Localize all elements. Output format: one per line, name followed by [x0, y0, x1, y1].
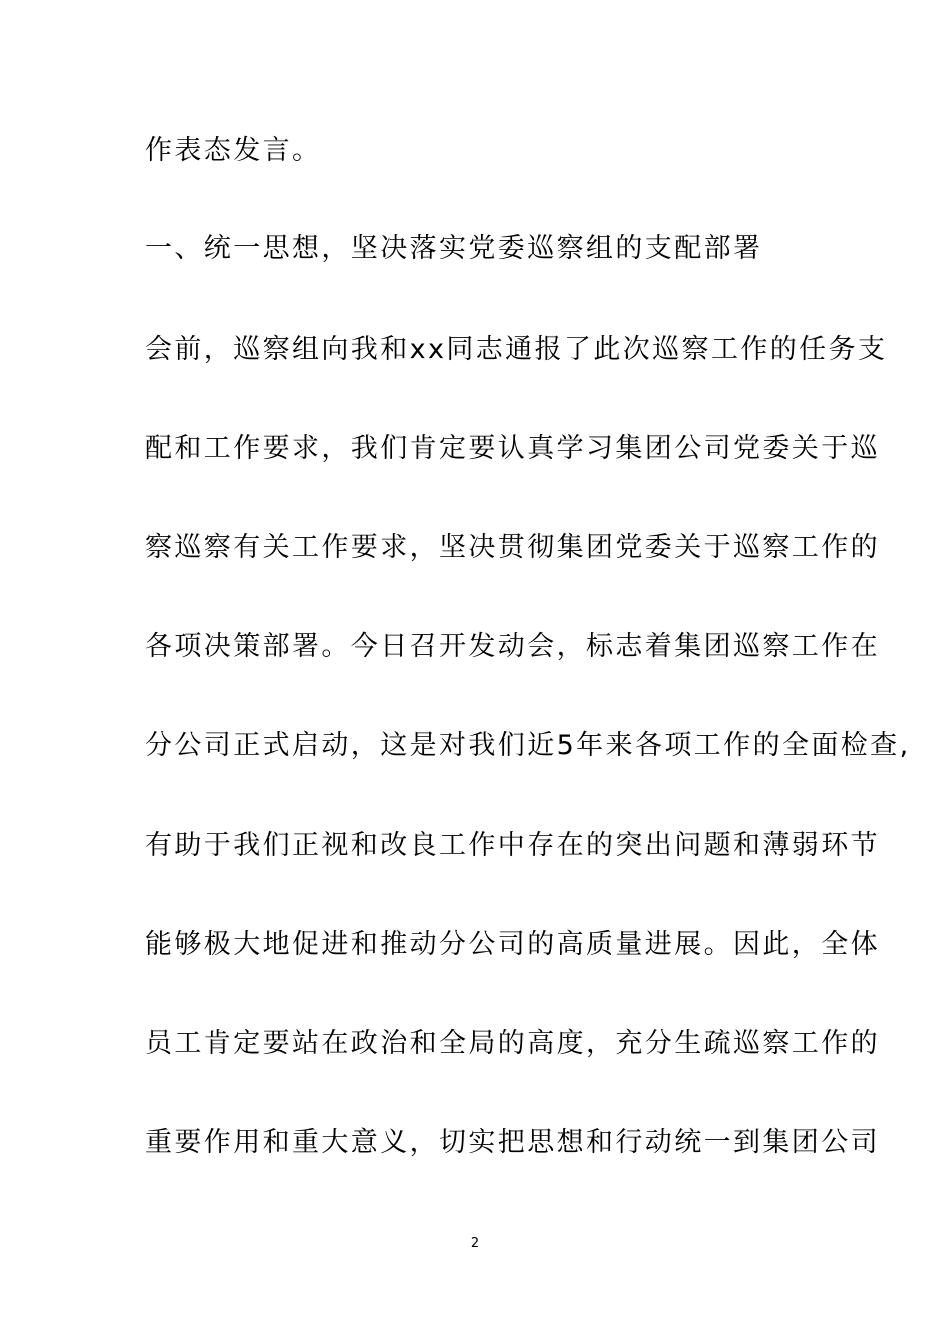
text-line: 察巡察有关工作要求，坚决贯彻集团党委关于巡察工作的	[145, 532, 880, 563]
text-line: 有助于我们正视和改良工作中存在的突出问题和薄弱环节	[145, 830, 880, 861]
text-line: 各项决策部署。今日召开发动会，标志着集团巡察工作在	[145, 631, 880, 662]
text-line: 能够极大地促进和推动分公司的高质量进展。因此，全体	[145, 929, 880, 960]
text-line: 分公司正式启动，这是对我们近5年来各项工作的全面检查,	[145, 730, 911, 761]
text-line: 重要作用和重大意义，切实把思想和行动统一到集团公司	[145, 1127, 880, 1158]
text-line: 会前，巡察组向我和xx同志通报了此次巡察工作的任务支	[145, 334, 888, 365]
page-number: 2	[470, 1236, 480, 1251]
text-line: 配和工作要求，我们肯定要认真学习集团公司党委关于巡	[145, 433, 880, 464]
section-heading: 一、统一思想，坚决落实党委巡察组的支配部署	[145, 233, 763, 264]
text-line: 员工肯定要站在政治和全局的高度，充分生疏巡察工作的	[145, 1028, 880, 1059]
text-line: 作表态发言。	[145, 135, 322, 166]
